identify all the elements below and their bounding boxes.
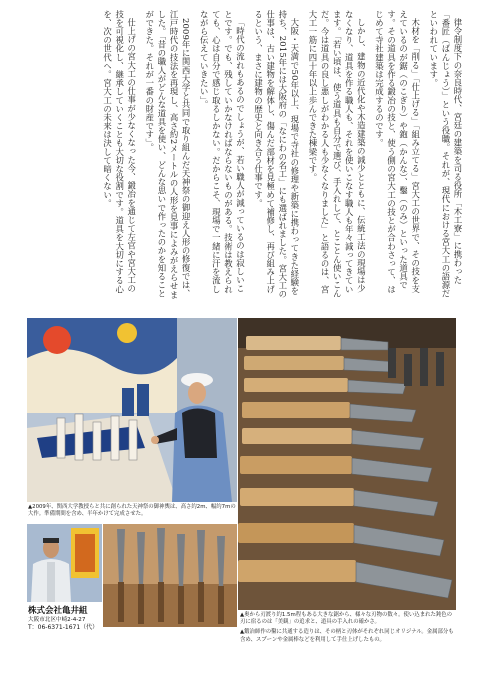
article-paragraph: 律令制度下の奈良時代、宮廷の建築を司る役所「木工寮」に携わった「番匠（ばんじょう）」という役職。それが、現代における宮大工の語源だといわれています。 <box>428 10 463 298</box>
article-paragraph: 木材を「削る」「仕上げる」「組み立てる」宮大工の世界で、その技を支えているのが鋸（のこぎり）や鉋（かんな）、鑿（のみ）といった道具です。その道具を作る鍛冶の技と、使う側の宮大工の技とが合わさって、はじめて寺社建築は完成するのです。 <box>374 10 421 294</box>
tools-caption-line: ▲鍛冶師作の鑿に共通する造りは、その柄と刃体がそれぞれ同じオリジナル。金属部分も含め、スプーンや金属棒などを利用して手仕上げしたもの。 <box>240 629 454 643</box>
company-info <box>28 606 98 632</box>
article-body <box>18 10 464 300</box>
tools-caption-line: ▲奥から刃渡り約1.5m程もある大きな鋸から、様々な刃物の数々。使い込まれた鈍色の刃に宿るのは「美観」の追求と、道具の手入れの確かさ。 <box>240 612 453 626</box>
company-phone: T：06-6371-1671（代） <box>28 624 99 632</box>
article-paragraph: 仕上げの宮大工の仕事が少なくなった今、鍛冶を通じて左官や宮大工の技を可視化し、継承していくことも大切な役割です。道具を大切にする心を、次の世代へ。宮大工の未来は決して暗くない。 <box>102 10 137 294</box>
tools-photo <box>238 318 456 610</box>
article-paragraph: しかし、建物の近代化や木造建築の減少とともに、伝統工法の現場は少なくなり、道具を作る職人も、それを使いこなす職人も年々減ってきています。「若い頃は、使う道具も自分で選び、手入れして、とことん使いこんだ。今は道具の良し悪しがわかる人も少なくなりました」と語るのは、宮大工一筋に四十年以上歩んできた棟梁です。 <box>307 10 367 298</box>
article-paragraph: 「時代の流れもあるのでしょうが、若い職人が減っているのは寂しいことです。でも、残していかなければならないものがある。技術は教えられても、心は自分で感じ取るしかない。だからこそ、現場で一緒に汗を流しながら伝えていきたい」。 <box>199 10 246 294</box>
chisels-photo <box>103 524 237 627</box>
chisels-illustration <box>103 524 237 627</box>
article-paragraph: 2009年に関西大学と共同で取り組んだ天神祭の御迎え人形の修復では、江戸時代の技法を再現し、高さ約2メートルの人形を見事によみがえらせました。「昔の職人がどんな道具を使い、どんな思いで作ったのかを知ることができた。それが一番の財産です」。 <box>144 10 192 299</box>
company-name: 株式会社亀井組 <box>28 606 88 616</box>
craftsman-photo <box>27 318 237 502</box>
owner-portrait-photo <box>27 524 102 602</box>
company-address: 大阪市北区中崎2-4-27 <box>28 617 86 623</box>
tools-caption <box>240 612 456 644</box>
tools-illustration <box>238 318 456 610</box>
craftsman-illustration <box>27 318 237 502</box>
owner-illustration <box>27 524 102 602</box>
craftsman-caption: ▲2009年、関西大学教授らと共に創られた天神祭の御神輿は、高さ約2m、幅約7mの大作。準備期間を含め、半年かけて完成させた。 <box>28 504 236 518</box>
article-paragraph: 大阪・天満で50年以上、現場で寺社の修理や新築に携わってきた経験を持ち、2015年には大阪府の「なにわの名工」にも選ばれました。宮大工の仕事は、古い建物を解体し、傷んだ部材を見極めて補修し、再び組み上げるという、まさに建物の歴史と向き合う仕事です。 <box>253 10 300 299</box>
